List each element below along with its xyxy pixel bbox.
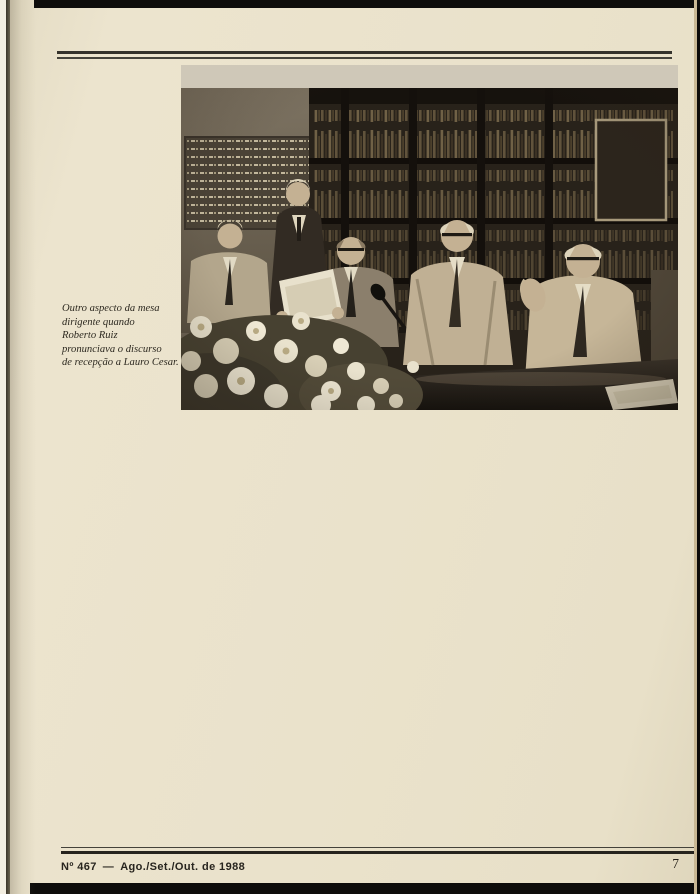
page-number: 7 — [672, 856, 679, 871]
photo-caption — [62, 302, 184, 370]
scan-edge-right — [694, 0, 697, 894]
caption-line: dirigente quando — [62, 316, 135, 328]
footer-rule-thin — [61, 847, 694, 848]
footer-rule-thick — [61, 851, 694, 854]
magazine-page — [6, 0, 697, 894]
footer — [61, 861, 251, 873]
issue-date: Ago./Set./Out. de 1988 — [120, 861, 246, 873]
footer-dash: — — [102, 861, 115, 873]
caption-line: pronunciava o discurso — [62, 343, 162, 355]
scan-edge-bottom — [30, 883, 700, 894]
binding-crease — [10, 0, 36, 894]
header-rule-thin — [57, 57, 672, 59]
meeting-photo — [181, 65, 678, 410]
issue-number: Nº 467 — [61, 861, 97, 873]
caption-line: Outro aspecto da mesa — [62, 303, 160, 314]
header-rule-thick — [57, 51, 672, 54]
meeting-photo-illustration — [181, 65, 678, 410]
header-rule — [57, 51, 672, 59]
scan-edge-top — [34, 0, 700, 8]
caption-line: de recepção a Lauro Cesar. — [62, 357, 179, 369]
footer-rule — [61, 847, 694, 854]
caption-line: Roberto Ruiz — [62, 330, 118, 342]
